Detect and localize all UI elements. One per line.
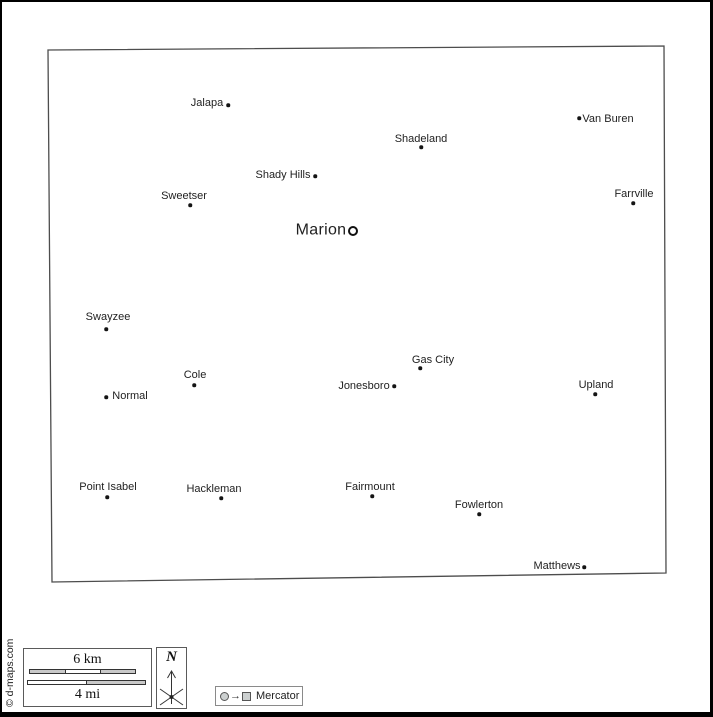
compass-icon: [157, 665, 186, 710]
town-label-sweetser: Sweetser: [161, 190, 207, 202]
town-marker-marion: [348, 226, 358, 236]
town-label-farrville: Farrville: [614, 188, 654, 200]
town-label-jonesboro: Jonesboro: [338, 380, 390, 392]
scale-bar-mi: [27, 680, 146, 685]
scale-bar-km: [29, 669, 136, 674]
arrow-right-icon: →: [230, 690, 241, 702]
town-marker-matthews: [582, 565, 586, 569]
town-marker-van-buren: [577, 116, 581, 120]
town-marker-sweetser: [188, 203, 192, 207]
town-marker-swayzee: [104, 327, 108, 331]
scale-segment: [30, 670, 65, 673]
town-label-van-buren: Van Buren: [582, 113, 634, 125]
town-marker-cole: [192, 383, 196, 387]
copyright-text: © d-maps.com: [4, 638, 16, 707]
scale-km-label: 6 km: [73, 652, 102, 667]
town-label-upland: Upland: [578, 379, 614, 391]
town-marker-point-isabel: [105, 495, 109, 499]
town-marker-normal: [104, 395, 108, 399]
town-label-gas-city: Gas City: [411, 354, 455, 366]
town-label-point-isabel: Point Isabel: [79, 481, 137, 493]
scale-segment: [65, 670, 99, 673]
town-label-swayzee: Swayzee: [85, 311, 131, 323]
town-marker-fowlerton: [477, 512, 481, 516]
town-label-shady-hills: Shady Hills: [255, 169, 311, 181]
town-marker-jalapa: [226, 103, 230, 107]
town-label-marion: Marion: [295, 221, 347, 239]
town-marker-shadeland: [419, 145, 423, 149]
town-label-fairmount: Fairmount: [345, 481, 395, 493]
town-label-fowlerton: Fowlerton: [454, 499, 504, 511]
town-label-shadeland: Shadeland: [394, 133, 448, 145]
projection-legend-box: [215, 686, 303, 706]
north-label: N: [166, 649, 177, 665]
scale-mi-label: 4 mi: [74, 687, 101, 702]
town-marker-gas-city: [418, 366, 422, 370]
town-marker-farrville: [631, 201, 635, 205]
city-square-icon: [242, 692, 251, 701]
town-marker-jonesboro: [392, 384, 396, 388]
scale-segment: [86, 681, 145, 684]
town-marker-fairmount: [370, 494, 374, 498]
town-label-cole: Cole: [183, 369, 207, 381]
scale-bar-box: [23, 648, 152, 707]
town-label-normal: Normal: [112, 390, 148, 402]
scale-segment: [28, 681, 86, 684]
city-circle-icon: [220, 692, 229, 701]
town-marker-hackleman: [219, 496, 223, 500]
town-label-jalapa: Jalapa: [190, 97, 224, 109]
north-arrow-box: [156, 647, 187, 709]
town-label-hackleman: Hackleman: [186, 483, 242, 495]
town-label-matthews: Matthews: [533, 560, 581, 572]
town-marker-shady-hills: [313, 174, 317, 178]
town-marker-upland: [593, 392, 597, 396]
scale-segment: [100, 670, 135, 673]
projection-label: Mercator: [256, 690, 300, 702]
